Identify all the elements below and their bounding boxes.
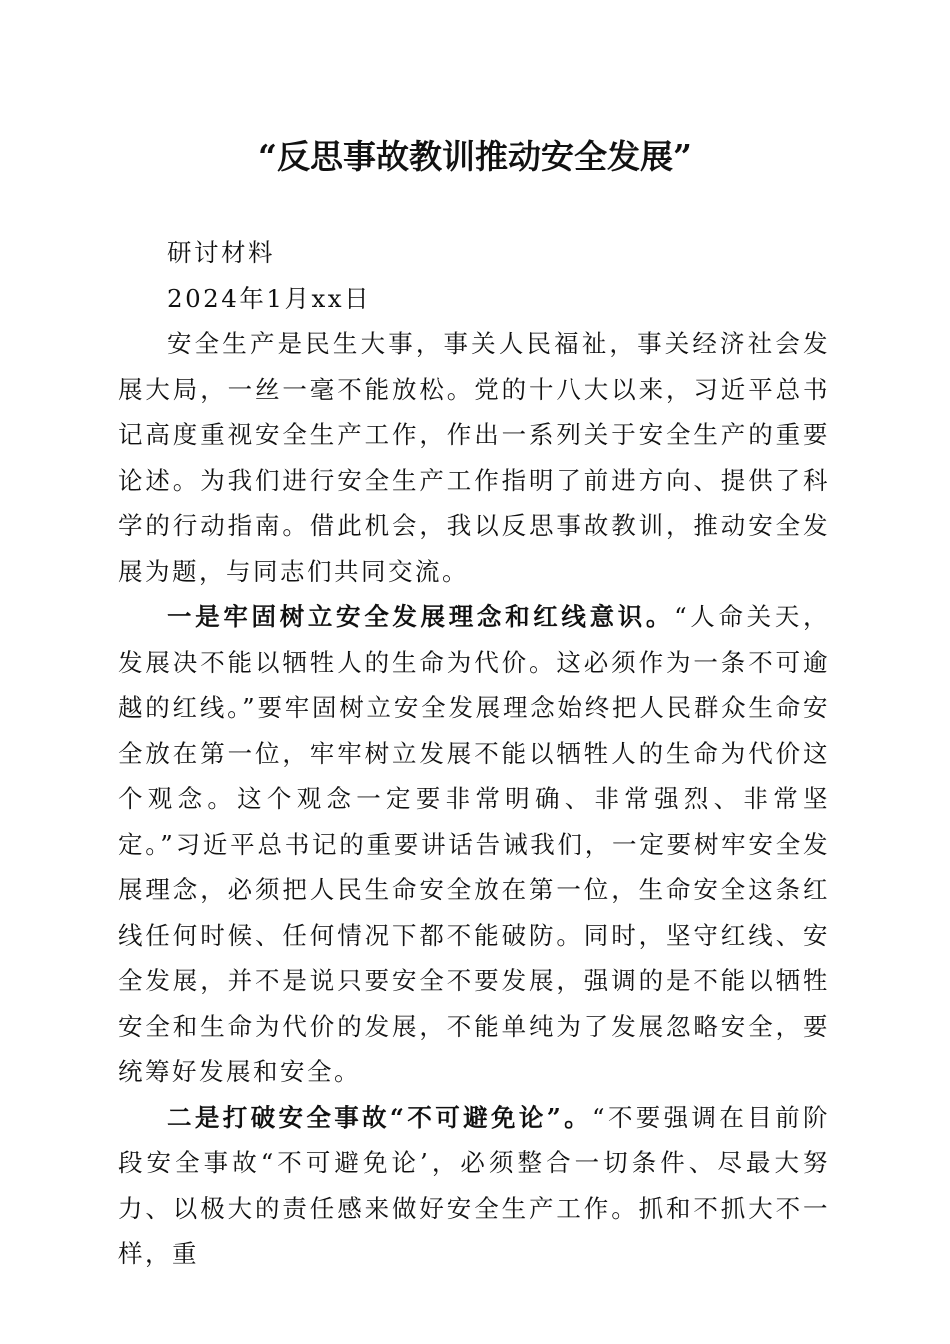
paragraph-point-two: [118, 1095, 830, 1277]
paragraph-point-one-lead: 一是牢固树立安全发展理念和红线意识。: [167, 602, 675, 631]
paragraph-point-two-text: “不要强调在目前阶段安全事故“不可避免论’，必须整合一切条件、尽最大努力、以极大的责任感来做好安全生产工作。抓和不抓大不一样，重: [118, 1102, 830, 1268]
document-date: 2024年1月xx日: [167, 283, 372, 313]
document-body: [118, 230, 830, 1277]
document-title: “反思事故教训推动安全发展”: [258, 137, 692, 176]
paragraph-point-two-lead: 二是打破安全事故“不可避免论”。: [167, 1102, 593, 1132]
paragraph-intro-text: 安全生产是民生大事，事关人民福祉，事关经济社会发展大局，一丝一毫不能放松。党的十八大以来，习近平总书记高度重视安全生产工作，作出一系列关于安全生产的重要论述。为我们进行安全生产工作指明了前进方向、提供了科学的行动指南。借此机会，我以反思事故教训，推动安全发展为题，与同志们共同交流。: [118, 329, 830, 586]
paragraph-intro: [118, 321, 830, 594]
document-subtitle: 研讨材料: [167, 238, 275, 267]
paragraph-point-one-text: “人命关天，发展决不能以牺牲人的生命为代价。这必须作为一条不可逾越的红线。”要牢固树立安全发展理念始终把人民群众生命安全放在第一位，牢牢树立发展不能以牺牲人的生命为代价这个观念。这个观念一定要非常明确、非常强烈、非常坚定。”习近平总书记的重要讲话告诫我们，一定要树牢安全发展理念，必须把人民生命安全放在第一位，生命安全这条红线任何时候、任何情况下都不能破防。同时，坚守红线、安全发展，并不是说只要安全不要发展，强调的是不能以牺牲安全和生命为代价的发展，不能单纯为了发展忽略安全，要统筹好发展和安全。: [118, 602, 830, 1086]
paragraph-point-one: [118, 594, 830, 1095]
